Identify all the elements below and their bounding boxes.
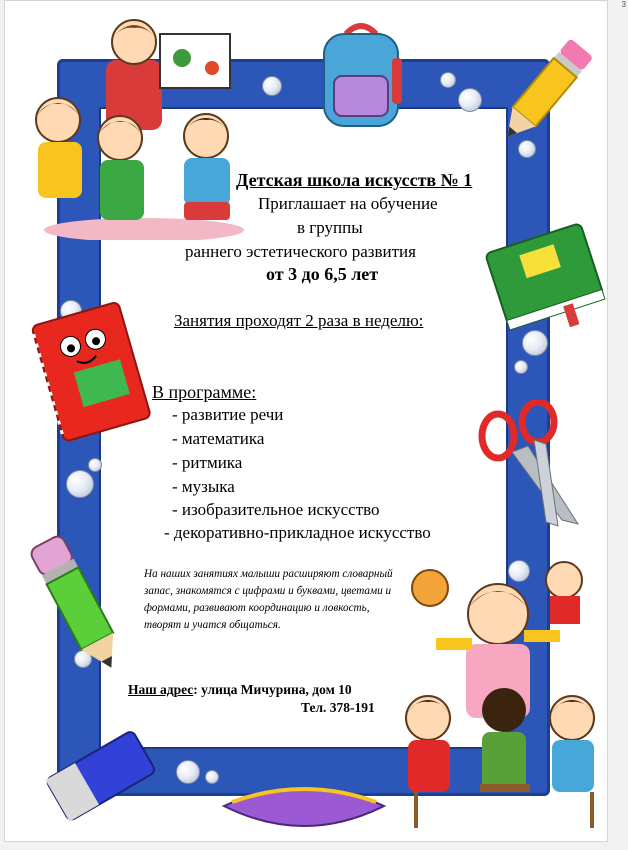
page-number: 3 xyxy=(621,0,626,9)
program-item: - математика xyxy=(172,429,265,448)
program-item: - декоративно-прикладное искусство xyxy=(164,523,431,542)
program-heading: В программе: xyxy=(152,382,257,402)
age-range: от 3 до 6,5 лет xyxy=(266,264,379,284)
phone-number: Тел. 378-191 xyxy=(301,700,375,715)
schedule-text: Занятия проходят 2 раза в неделю: xyxy=(174,311,424,330)
program-item: - музыка xyxy=(172,477,235,496)
invite-line-1: Приглашает на обучение xyxy=(258,194,438,213)
invite-line-2: в группы xyxy=(297,218,363,237)
invite-line-3: раннего эстетического развития xyxy=(185,242,416,261)
program-item: - ритмика xyxy=(172,453,243,472)
address-line xyxy=(128,682,352,698)
program-item: - изобразительное искусство xyxy=(172,500,380,519)
school-title: Детская школа искусств № 1 xyxy=(236,170,473,190)
address-label: Наш адрес xyxy=(128,682,194,697)
address-value: : улица Мичурина, дом 10 xyxy=(193,682,352,697)
description-note: На наших занятиях малыши расширяют словарный запас, знакомятся с цифрами и буквами, цветами и формами, развивают координацию и ловкость, творят и учатся общаться. xyxy=(144,568,393,631)
program-item: - развитие речи xyxy=(172,405,284,424)
